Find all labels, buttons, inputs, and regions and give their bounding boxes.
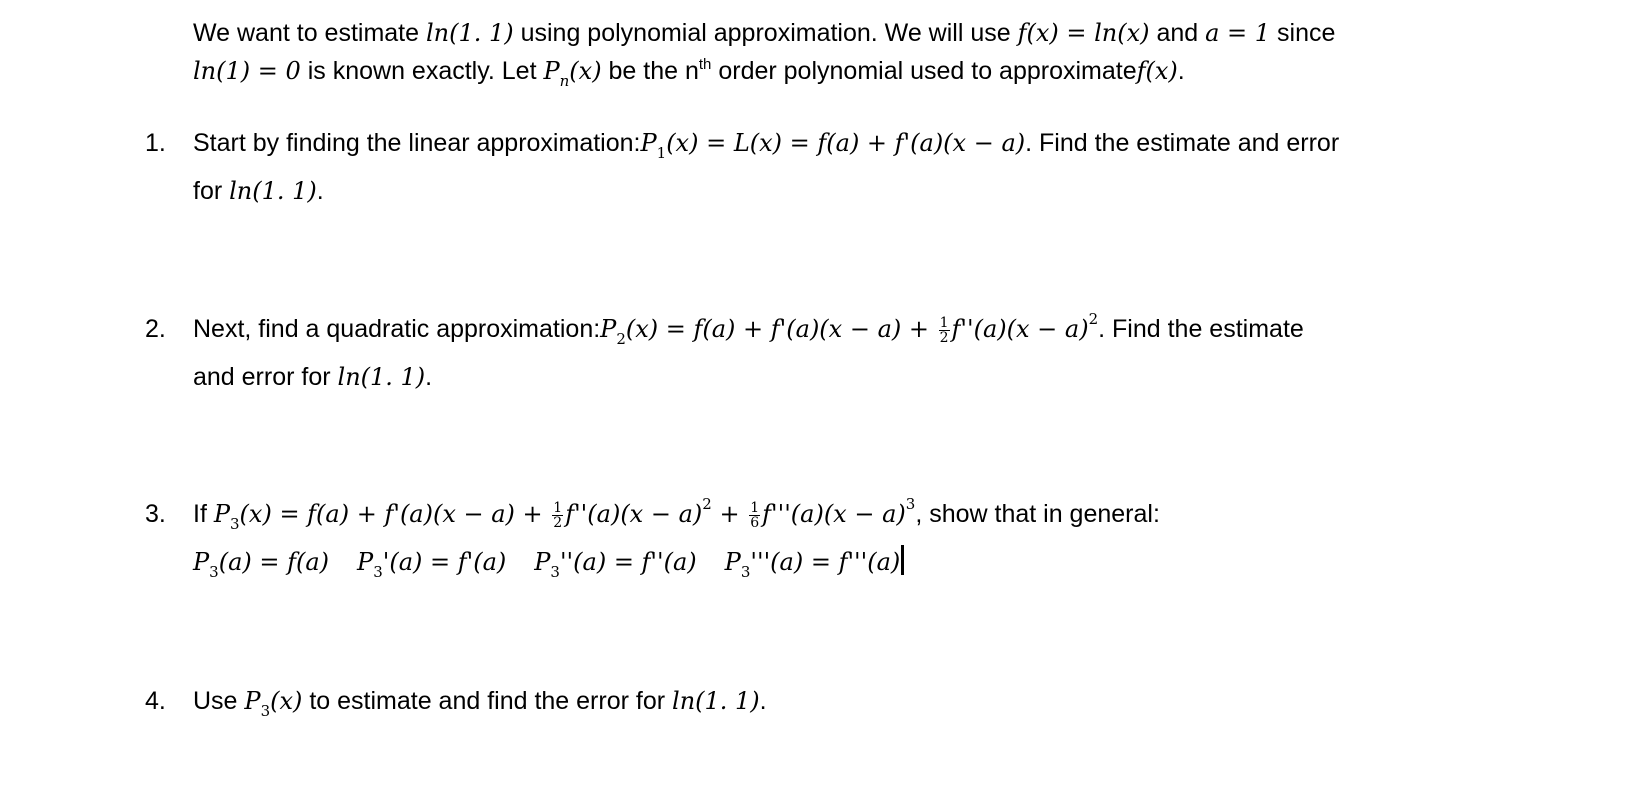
subscript: 3 [550, 563, 560, 581]
text: . Find the estimate [1098, 315, 1304, 343]
math-symbol: P [534, 548, 551, 576]
math-cubic-approximation [213, 495, 916, 533]
text: . [316, 177, 324, 205]
list-item-body [193, 682, 767, 730]
text: . [1177, 57, 1185, 85]
math-ln-1-1: ln(1. 1) [425, 19, 514, 47]
text: . Find the estimate and error [1025, 129, 1340, 157]
intro-line-1 [193, 14, 1335, 52]
math-symbol: f'''(a)(x − a) [762, 500, 906, 528]
item-line [193, 310, 1304, 358]
text: for [193, 177, 230, 205]
superscript: 2 [702, 495, 712, 513]
math-symbol: (x) [270, 687, 303, 715]
math-ln-1-1: ln(1. 1) [229, 177, 317, 205]
math-equation-4 [724, 548, 901, 581]
item-line [193, 495, 1160, 543]
text: order polynomial used to approximate [711, 57, 1137, 85]
math-symbol: (x) = f(a) + f'(a)(x − a) + [239, 500, 551, 528]
math-symbol: P [213, 500, 230, 528]
math-symbol: P [193, 548, 210, 576]
subscript: 3 [740, 563, 751, 581]
math-symbol: (x) = f(a) + f'(a)(x − a) + [625, 315, 937, 343]
text: . [759, 687, 767, 715]
text: is known exactly. Let [300, 57, 544, 85]
list-number: 3. [145, 500, 166, 528]
math-pn-x [543, 57, 602, 90]
math-quadratic-approximation [600, 310, 1099, 348]
item-line [193, 172, 1339, 210]
math-symbol: P [600, 315, 617, 343]
subscript: 3 [260, 702, 271, 720]
math-symbol: ''(a) = f''(a) [559, 548, 697, 576]
text: We want to estimate [193, 19, 426, 47]
math-symbol: P [724, 548, 741, 576]
text: and [1149, 19, 1206, 47]
math-symbol: + [711, 500, 748, 528]
math-symbol: P [244, 687, 261, 715]
list-number: 2. [145, 315, 166, 343]
subscript: 3 [373, 563, 383, 581]
intro-paragraph [193, 14, 1335, 90]
math-symbol: P [640, 129, 657, 157]
math-a-equals-1: a = 1 [1205, 19, 1271, 47]
item-line[interactable] [193, 543, 1160, 581]
numerator: 1 [750, 500, 760, 516]
math-ln-1-1: ln(1. 1) [337, 363, 426, 391]
subscript: 3 [209, 563, 219, 581]
numerator: 1 [553, 500, 563, 516]
math-linear-approximation [640, 129, 1026, 162]
fraction [749, 501, 760, 530]
math-f-equals-ln-x: f(x) = ln(x) [1017, 19, 1150, 47]
denominator: 6 [750, 515, 760, 531]
math-symbol: f''(a)(x − a) [565, 500, 703, 528]
text: , show that in general: [915, 500, 1160, 528]
math-symbol: P [357, 548, 374, 576]
subscript: 1 [656, 144, 667, 162]
superscript: 2 [1088, 310, 1099, 328]
numerator: 1 [939, 315, 949, 331]
text: to estimate and find the error for [302, 687, 673, 715]
text: be the n [601, 57, 699, 85]
denominator: 2 [553, 515, 563, 531]
superscript: th [698, 56, 712, 73]
math-f-x: f(x) [1136, 57, 1178, 85]
text: . [425, 363, 433, 391]
text: and error for [193, 363, 338, 391]
math-symbol: (x) = L(x) = f(a) + f'(a)(x − a) [666, 129, 1026, 157]
list-number: 4. [145, 687, 166, 715]
math-equation-3 [534, 548, 697, 581]
intro-line-2 [193, 52, 1335, 90]
subscript: n [559, 72, 570, 90]
subscript: 3 [230, 515, 240, 533]
math-symbol: P [543, 57, 560, 85]
text: If [193, 500, 214, 528]
text: since [1270, 19, 1336, 47]
math-symbol: '''(a) = f'''(a) [750, 548, 901, 576]
math-symbol: f''(a)(x − a) [951, 315, 1089, 343]
list-item-body [193, 124, 1339, 210]
math-equation-1 [193, 548, 330, 581]
text-cursor [901, 545, 904, 575]
text: Next, find a quadratic approximation: [193, 315, 601, 343]
item-line [193, 682, 767, 730]
fraction [939, 316, 950, 345]
item-line [193, 358, 1304, 396]
math-symbol: (a) = f(a) [218, 548, 330, 576]
math-symbol: '(a) = f'(a) [382, 548, 507, 576]
list-item-body [193, 310, 1304, 396]
math-p3-x [244, 687, 303, 720]
math-equation-2 [357, 548, 507, 581]
text: Start by finding the linear approximation: [193, 129, 641, 157]
superscript: 3 [905, 495, 916, 513]
fraction [552, 501, 563, 530]
subscript: 2 [616, 330, 626, 348]
item-line [193, 124, 1339, 172]
denominator: 2 [939, 330, 949, 346]
text: Use [193, 687, 245, 715]
math-symbol: (x) [569, 57, 602, 85]
math-ln-1-equals-0: ln(1) = 0 [193, 57, 301, 85]
text: using polynomial approximation. We will use [513, 19, 1018, 47]
list-item-body [193, 495, 1160, 581]
math-ln-1-1: ln(1. 1) [672, 687, 760, 715]
list-number: 1. [145, 129, 166, 157]
